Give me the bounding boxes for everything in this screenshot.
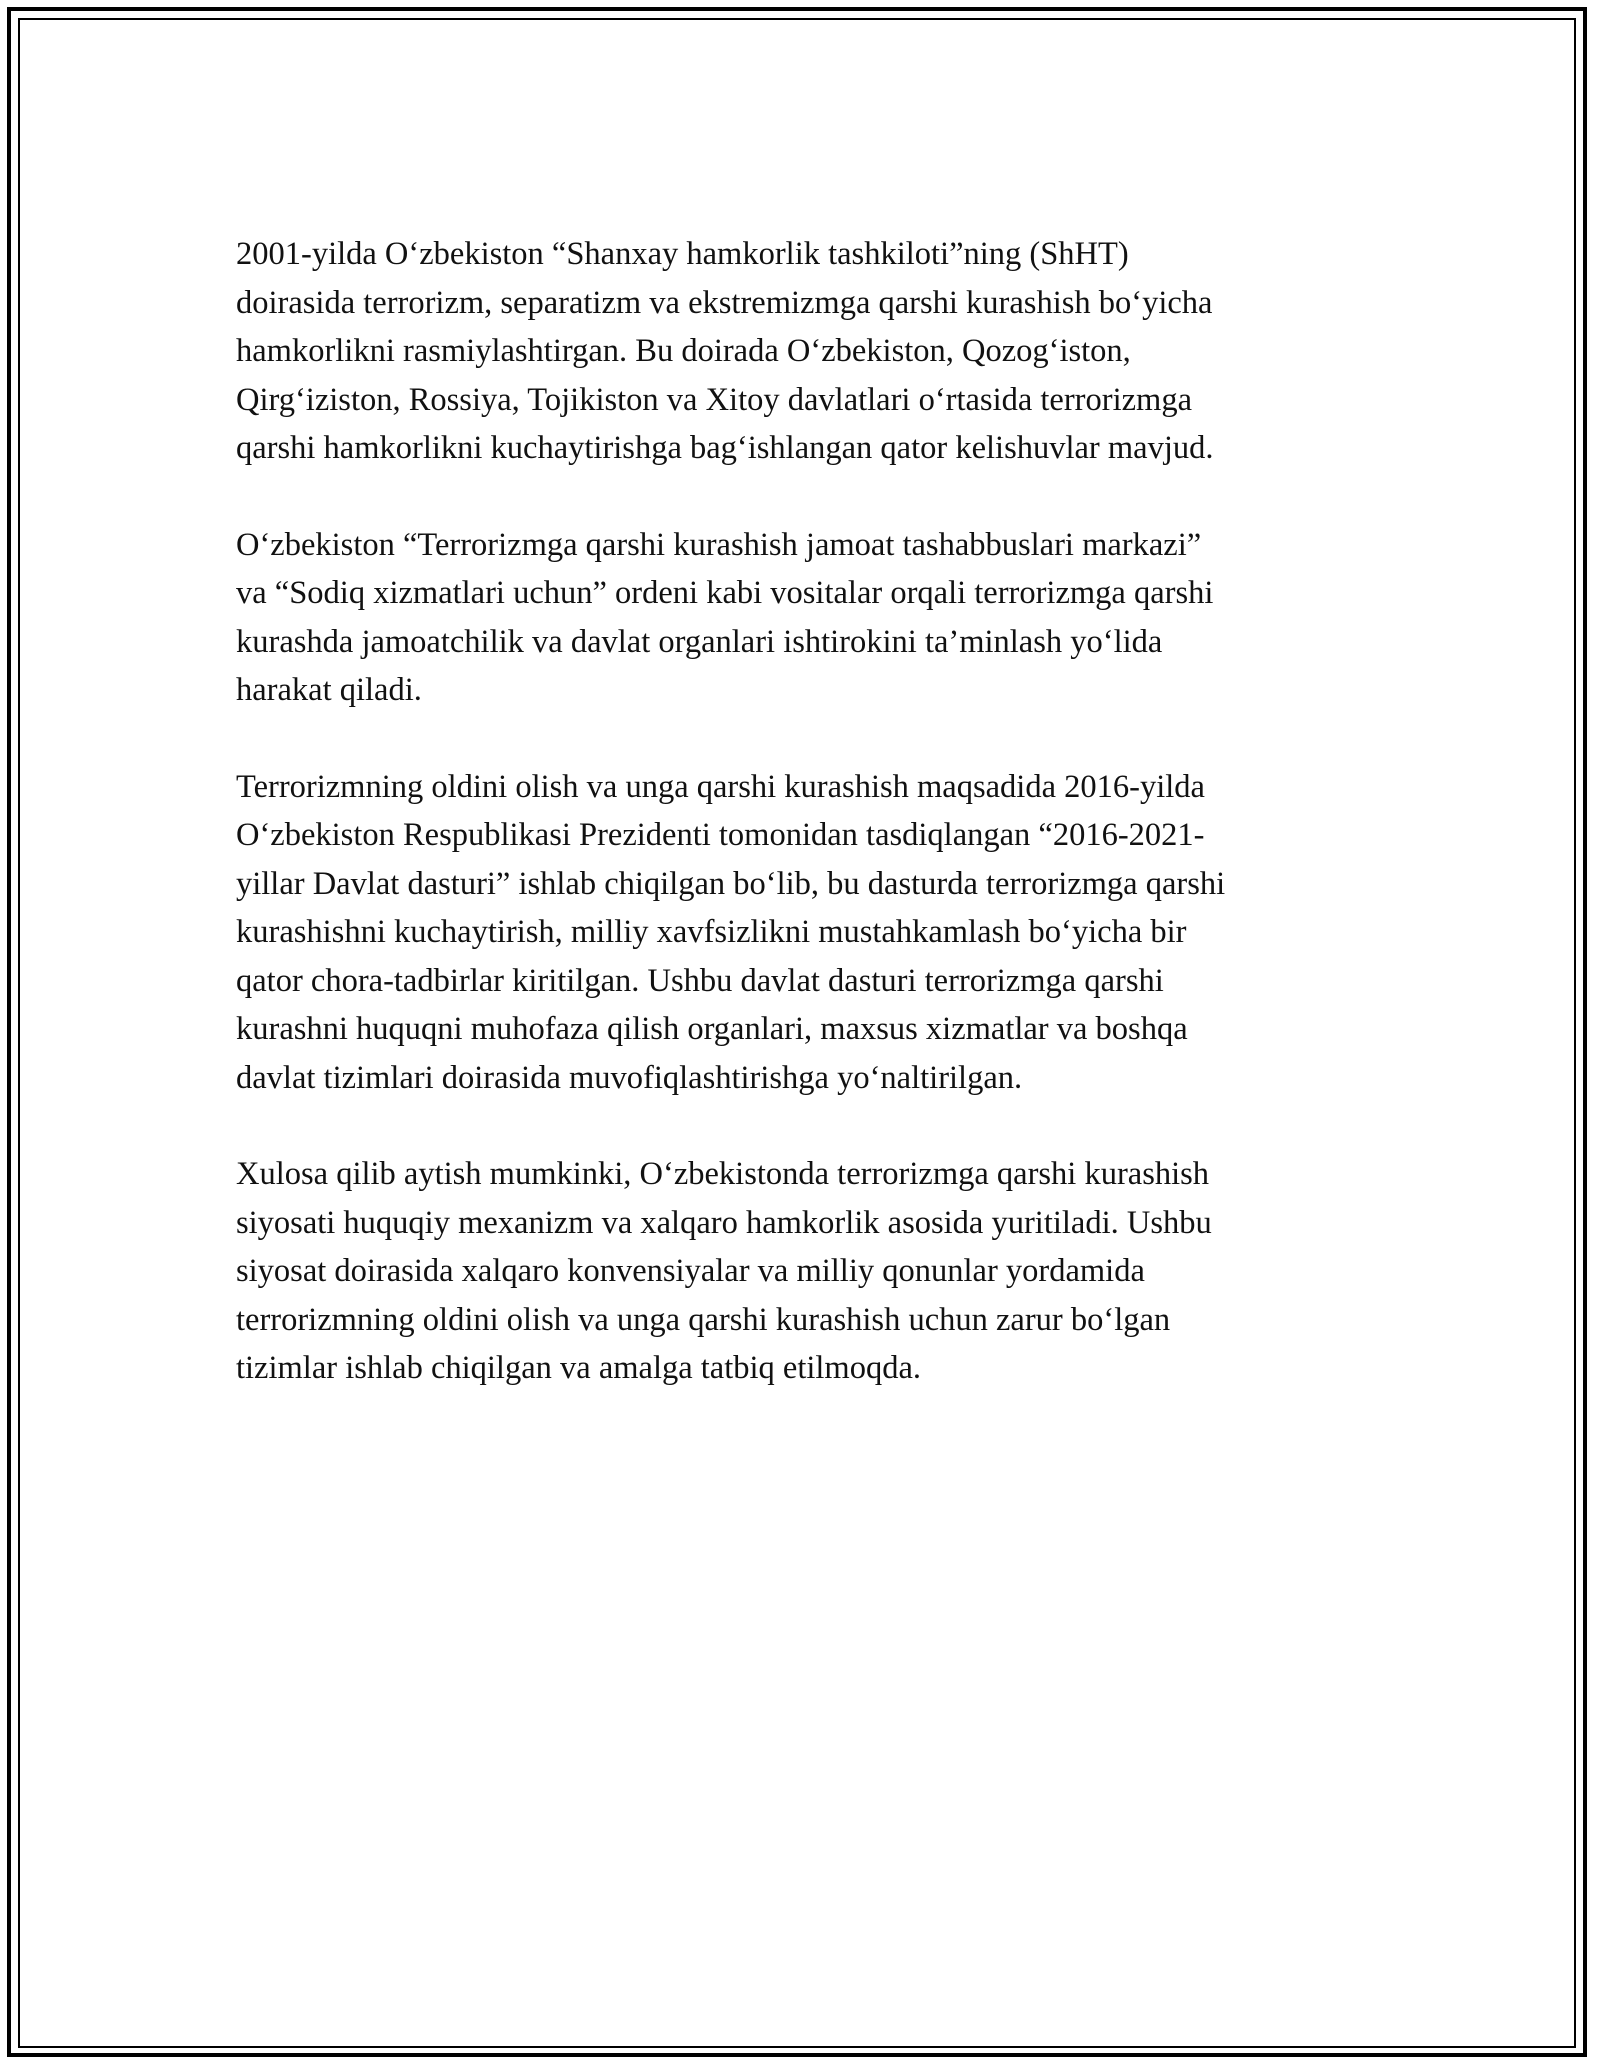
text-line: Terrorizmning oldini olish va unga qarshi kurashish maqsadida 2016-yilda — [236, 768, 1205, 805]
text-line: qator chora-tadbirlar kiritilgan. Ushbu davlat dasturi terrorizmga qarshi — [236, 962, 1164, 999]
text-line: kurashishni kuchaytirish, milliy xavfsizlikni mustahkamlash bo‘yicha bir — [236, 914, 1187, 950]
text-line: va “Sodiq xizmatlari uchun” ordeni kabi vositalar orqali terrorizmga qarshi — [236, 575, 1214, 611]
text-line: doirasida terrorizm, separatizm va ekstremizmga qarshi kurashish bo‘yicha — [236, 284, 1213, 321]
paragraph-3 — [236, 763, 1366, 1103]
paragraph-4 — [236, 1150, 1366, 1393]
text-line: O‘zbekiston Respublikasi Prezidenti tomonidan tasdiqlangan “2016-2021- — [236, 817, 1205, 853]
document-body — [236, 230, 1366, 1441]
text-line: yillar Davlat dasturi” ishlab chiqilgan bo‘lib, bu dasturda terrorizmga qarshi — [236, 865, 1226, 902]
text-line: harakat qiladi. — [236, 672, 422, 708]
text-line: 2001-yilda O‘zbekiston “Shanxay hamkorlik tashkiloti”ning (ShHT) — [236, 236, 1129, 272]
paragraph-1 — [236, 230, 1366, 473]
paragraph-2 — [236, 521, 1366, 715]
text-line: kurashda jamoatchilik va davlat organlari ishtirokini ta’minlash yo‘lida — [236, 623, 1163, 660]
text-line: Xulosa qilib aytish mumkinki, O‘zbekistonda terrorizmga qarshi kurashish — [236, 1156, 1210, 1192]
text-line: Qirg‘iziston, Rossiya, Tojikiston va Xitoy davlatlari o‘rtasida terrorizmga — [236, 381, 1192, 418]
text-line: hamkorlikni rasmiylashtirgan. Bu doirada O‘zbekiston, Qozog‘iston, — [236, 333, 1131, 369]
text-line: tizimlar ishlab chiqilgan va amalga tatbiq etilmoqda. — [236, 1350, 922, 1386]
text-line: terrorizmning oldini olish va unga qarshi kurashish uchun zarur bo‘lgan — [236, 1301, 1171, 1338]
text-line: siyosati huquqiy mexanizm va xalqaro hamkorlik asosida yuritiladi. Ushbu — [236, 1204, 1212, 1241]
text-line: qarshi hamkorlikni kuchaytirishga bag‘ishlangan qator kelishuvlar mavjud. — [236, 430, 1214, 466]
text-line: kurashni huquqni muhofaza qilish organlari, maxsus xizmatlar va boshqa — [236, 1011, 1188, 1047]
text-line: O‘zbekiston “Terrorizmga qarshi kurashish jamoat tashabbuslari markazi” — [236, 526, 1202, 563]
text-line: siyosat doirasida xalqaro konvensiyalar va milliy qonunlar yordamida — [236, 1253, 1145, 1289]
text-line: davlat tizimlari doirasida muvofiqlashtirishga yo‘naltirilgan. — [236, 1059, 1023, 1096]
